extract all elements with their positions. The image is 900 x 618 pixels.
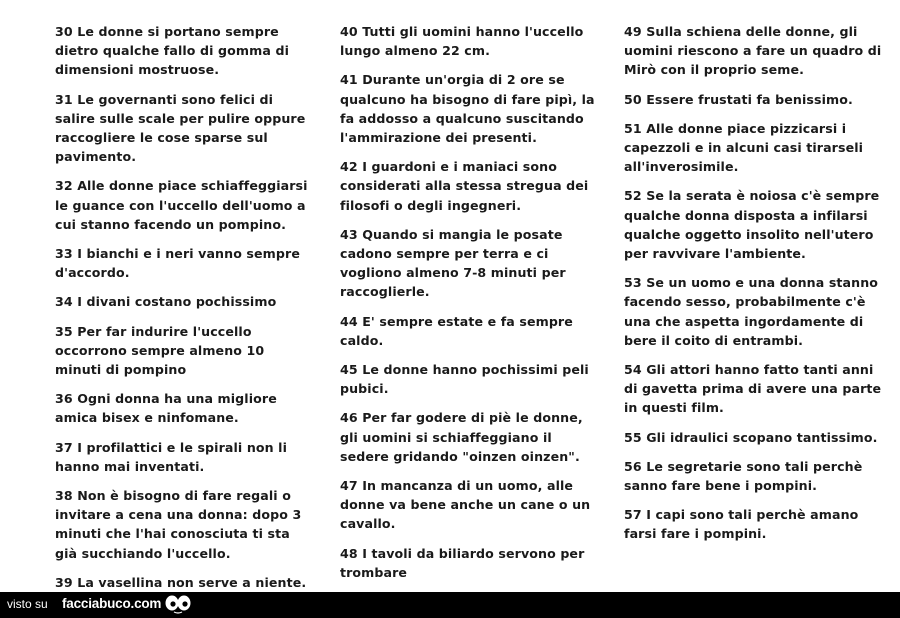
list-item: 37 I profilattici e le spirali non li hanno mai inventati. bbox=[55, 439, 288, 474]
list-item: 32 Alle donne piace schiaffeggiarsi le guance con l'uccello dell'uomo a cui stanno facendo un pompino. bbox=[55, 178, 308, 232]
list-item: 49 Sulla schiena delle donne, gli uomini riescono a fare un quadro di Mirò con il proprio seme. bbox=[624, 24, 882, 78]
list-item: 33 I bianchi e i neri vanno sempre d'accordo. bbox=[55, 246, 300, 281]
list-item: 34 I divani costano pochissimo bbox=[55, 294, 277, 310]
list-item: 36 Ogni donna ha una migliore amica bisex e ninfomane. bbox=[55, 391, 277, 426]
list-item: 35 Per far indurire l'uccello occorrono sempre almeno 10 minuti di pompino bbox=[55, 323, 265, 378]
list-item: 55 Gli idraulici scopano tantissimo. bbox=[624, 429, 878, 445]
list-item: 42 I guardoni e i maniaci sono considerati alla stessa stregua dei filosofi o degli ingegneri. bbox=[340, 159, 589, 213]
list-item: 31 Le governanti sono felici di salire sulle scale per pulire oppure raccogliere le cose sparse sul pavimento. bbox=[55, 91, 306, 165]
list-item: 39 La vasellina non serve a niente. bbox=[55, 574, 307, 590]
list-item: 46 Per far godere di piè le donne, gli uomini si schiaffeggiano il sedere gridando "oinzen oinzen". bbox=[340, 410, 583, 464]
list-item: 47 In mancanza di un uomo, alle donne va bene anche un cane o un cavallo. bbox=[340, 478, 591, 532]
list-item: 56 Le segretarie sono tali perchè sanno fare bene i pompini. bbox=[624, 458, 863, 494]
list-item: 44 E' sempre estate e fa sempre caldo. bbox=[340, 313, 573, 348]
list-item: 40 Tutti gli uomini hanno l'uccello lungo almeno 22 cm. bbox=[340, 24, 584, 59]
column-1 bbox=[55, 22, 313, 602]
list-item: 38 Non è bisogno di fare regali o invitare a cena una donna: dopo 3 minuti che l'hai conosciuta ti sta già succhiando l'uccello. bbox=[55, 488, 302, 561]
list-item: 43 Quando si mangia le posate cadono sempre per terra e ci vogliono almeno 7-8 minuti per raccoglierle. bbox=[340, 226, 566, 300]
list-item: 45 Le donne hanno pochissimi peli pubici. bbox=[340, 362, 589, 397]
list-item: 48 I tavoli da biliardo servono per trombare bbox=[340, 545, 585, 580]
column-2 bbox=[340, 22, 598, 592]
list-item: 50 Essere frustati fa benissimo. bbox=[624, 91, 853, 107]
list-item: 41 Durante un'orgia di 2 ore se qualcuno ha bisogno di fare pipì, la fa addosso a qualcuno suscitando l'ammirazione dei presenti. bbox=[340, 72, 595, 146]
column-3 bbox=[624, 22, 882, 554]
eyes-icon bbox=[164, 595, 192, 615]
list-item: 51 Alle donne piace pizzicarsi i capezzoli e in alcuni casi tirarseli all'inverosimile. bbox=[624, 120, 864, 175]
brand-link[interactable]: facciabuco.com bbox=[62, 596, 162, 611]
visto-su-label: visto su bbox=[7, 597, 48, 611]
list-item: 53 Se un uomo e una donna stanno facendo sesso, probabilmente c'è una che aspetta ingordamente di bere il coito di entrambi. bbox=[624, 275, 879, 348]
list-item: 30 Le donne si portano sempre dietro qualche fallo di gomma di dimensioni mostruose. bbox=[55, 24, 289, 78]
list-item: 54 Gli attori hanno fatto tanti anni di gavetta prima di avere una parte in questi film. bbox=[624, 362, 882, 416]
list-item: 52 Se la serata è noiosa c'è sempre qualche donna disposta a infilarsi qualche oggetto insolito nell'utero per ravvivare l'ambiente. bbox=[624, 188, 880, 262]
watermark-bar bbox=[0, 592, 900, 618]
list-item: 57 I capi sono tali perchè amano farsi fare i pompini. bbox=[624, 507, 859, 542]
